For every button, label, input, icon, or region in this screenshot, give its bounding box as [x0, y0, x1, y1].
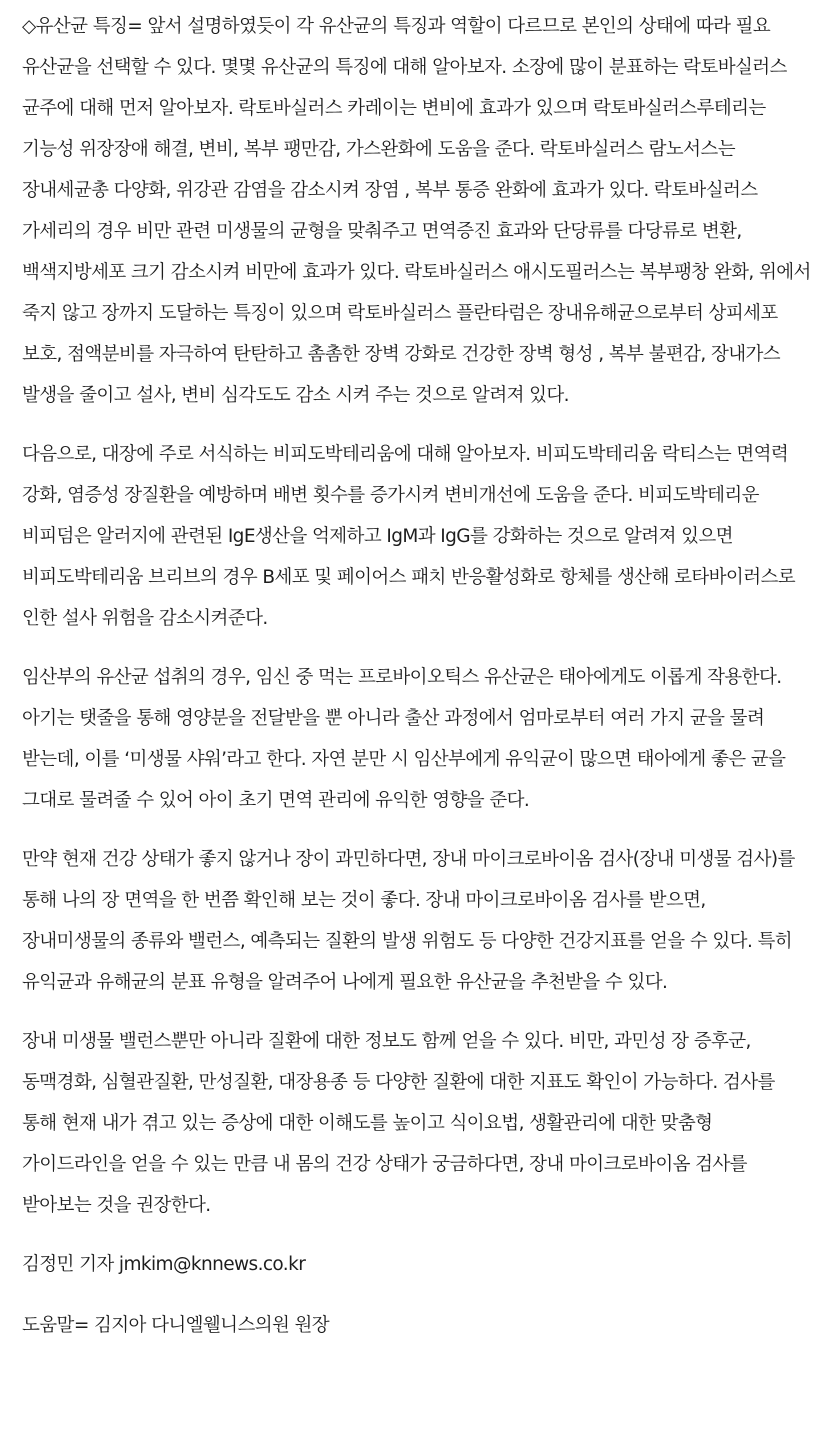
paragraph-bifidobacterium: 다음으로, 대장에 주로 서식하는 비피도박테리움에 대해 알아보자. 비피도박테리움 락티스는 면역력 강화, 염증성 장질환을 예방하며 배변 횟수를 증가시켜 변비개선에 도움을 준다. 비피도박테리운 비피덤은 알러지에 관련된 IgE생산을 억제하고 IgM과 IgG를 강화하는 것으로 알려져 있으면 비피도박테리움 브리브의 경우 B세포 및 페이어스 패치 반응활성화로 항체를 생산해 로타바이러스로 인한 설사 위험을 감소시켜준다. — [22, 444, 796, 629]
paragraph-disease-info: 장내 미생물 밸런스뿐만 아니라 질환에 대한 정보도 함께 얻을 수 있다. 비만, 과민성 장 증후군, 동맥경화, 심혈관질환, 만성질환, 대장용종 등 다양한 질환에 대한 지표도 확인이 가능하다. 검사를 통해 현재 내가 겪고 있는 증상에 대한 이해도를 높이고 식이요법, 생활관리에 대한 맞춤형 가이드라인을 얻을 수 있는 만큼 내 몸의 건강 상태가 궁금하다면, 장내 마이크로바이옴 검사를 받아보는 것을 권장한다. — [22, 1031, 775, 1216]
advisor-credit: 도움말= 김지아 다니엘웰니스의원 원장 — [22, 1315, 330, 1336]
paragraph-probiotic-traits: ◇유산균 특징= 앞서 설명하였듯이 각 유산균의 특징과 역할이 다르므로 본인의 상태에 따라 필요 유산균을 선택할 수 있다. 몇몇 유산균의 특징에 대해 알아보자. 소장에 많이 분표하는 락토바실러스 균주에 대해 먼저 알아보자. 락토바실러스 카레이는 변비에 효과가 있으며 락토바실러스루테리는 기능성 위장장애 해결, 변비, 복부 팽만감, 가스완화에 도움을 준다. 락토바실러스 람노서스는 장내세균총 다양화, 위강관 감염을 감소시켜 장염 , 복부 통증 완화에 효과가 있다. 락토바실러스 가세리의 경우 비만 관련 미생물의 균형을 맞춰주고 면역증진 효과와 단당류를 다당류로 변환, 백색지방세포 크기 감소시켜 비만에 효과가 있다. 락토바실러스 애시도필러스는 복부팽창 완화, 위에서 죽지 않고 장까지 도달하는 특징이 있으며 락토바실러스 플란타럼은 장내유해균으로부터 상피세포 보호, 점액분비를 자극하여 탄탄하고 촘촘한 장벽 강화로 건강한 장벽 형성 , 복부 불편감, 장내가스 발생을 줄이고 설사, 변비 심각도도 감소 시켜 주는 것으로 알려져 있다. — [22, 16, 811, 406]
author-byline: 김정민 기자 jmkim@knnews.co.kr — [22, 1254, 306, 1275]
paragraph-microbiome-test: 만약 현재 건강 상태가 좋지 않거나 장이 과민하다면, 장내 마이크로바이옴 검사(장내 미생물 검사)를 통해 나의 장 면역을 한 번쯤 확인해 보는 것이 좋다. 장내 마이크로바이옴 검사를 받으면, 장내미생물의 종류와 밸런스, 예측되는 질환의 발생 위험도 등 다양한 건강지표를 얻을 수 있다. 특히 유익균과 유해균의 분표 유형을 알려주어 나에게 필요한 유산균을 추천받을 수 있다. — [22, 849, 795, 993]
paragraph-pregnancy: 임산부의 유산균 섭취의 경우, 임신 중 먹는 프로바이오틱스 유산균은 태아에게도 이롭게 작용한다. 아기는 탯줄을 통해 영양분을 전달받을 뿐 아니라 출산 과정에서 엄마로부터 여러 가지 균을 물려 받는데, 이를 ‘미생물 샤워’라고 한다. 자연 분만 시 임산부에게 유익균이 많으면 태아에게 좋은 균을 그대로 물려줄 수 있어 아이 초기 면역 관리에 유익한 영향을 준다. — [22, 667, 786, 811]
